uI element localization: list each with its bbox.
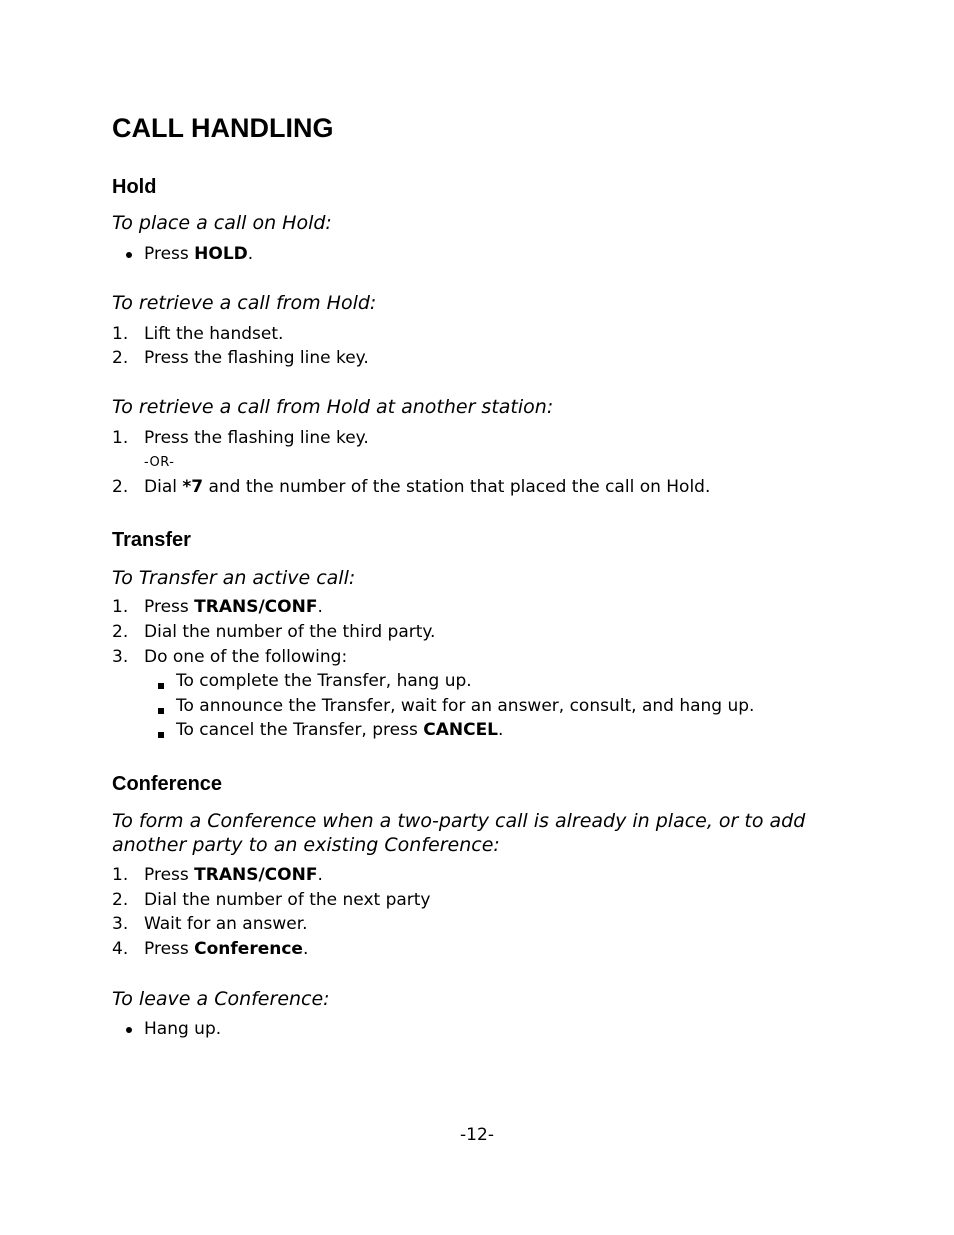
square-bullet-icon: [158, 683, 164, 689]
transfer-step-1: Press TRANS/CONF.: [144, 597, 323, 617]
step-number: 1.: [112, 428, 129, 448]
transfer-option-3: To cancel the Transfer, press CANCEL.: [176, 720, 504, 740]
step-number: 2.: [112, 622, 129, 642]
transfer-intro: To Transfer an active call:: [112, 567, 356, 589]
hold-retrieve-other-step-1: Press the flashing line key.: [144, 428, 369, 448]
step-number: 1.: [112, 324, 129, 344]
step-number: 4.: [112, 939, 129, 959]
conference-leave-step: Hang up.: [144, 1019, 222, 1039]
step-number: 3.: [112, 914, 129, 934]
step-number: 3.: [112, 647, 129, 667]
conference-step-3: Wait for an answer.: [144, 914, 308, 934]
conference-step-4: Press Conference.: [144, 939, 309, 959]
transfer-step-3: Do one of the following:: [144, 647, 348, 667]
transfer-option-1: To complete the Transfer, hang up.: [176, 671, 472, 691]
conference-leave-intro: To leave a Conference:: [112, 988, 330, 1010]
bullet-icon: [126, 1027, 132, 1033]
square-bullet-icon: [158, 708, 164, 714]
or-separator: -OR-: [144, 455, 175, 470]
hold-retrieve-other-intro: To retrieve a call from Hold at another station:: [112, 396, 554, 418]
step-number: 2.: [112, 477, 129, 497]
hold-retrieve-intro: To retrieve a call from Hold:: [112, 292, 377, 314]
hold-heading: Hold: [112, 176, 157, 198]
transfer-heading: Transfer: [112, 529, 191, 551]
page-title: CALL HANDLING: [112, 113, 334, 143]
step-number: 1.: [112, 597, 129, 617]
step-number: 2.: [112, 348, 129, 368]
conference-step-1: Press TRANS/CONF.: [144, 865, 323, 885]
conference-intro: To form a Conference when a two-party call is already in place, or to add another party to an existing Conference:: [112, 810, 806, 856]
hold-retrieve-step-1: Lift the handset.: [144, 324, 284, 344]
hold-place-step: Press HOLD.: [144, 244, 254, 264]
hold-place-intro: To place a call on Hold:: [112, 212, 332, 234]
conference-step-2: Dial the number of the next party: [144, 890, 431, 910]
bullet-icon: [126, 252, 132, 258]
transfer-step-2: Dial the number of the third party.: [144, 622, 436, 642]
step-number: 2.: [112, 890, 129, 910]
conference-heading: Conference: [112, 773, 223, 795]
page-number: -12-: [460, 1125, 494, 1145]
transfer-option-2: To announce the Transfer, wait for an answer, consult, and hang up.: [176, 696, 755, 716]
hold-retrieve-other-step-2: Dial *7 and the number of the station that placed the call on Hold.: [144, 477, 711, 497]
square-bullet-icon: [158, 732, 164, 738]
step-number: 1.: [112, 865, 129, 885]
hold-retrieve-step-2: Press the flashing line key.: [144, 348, 369, 368]
